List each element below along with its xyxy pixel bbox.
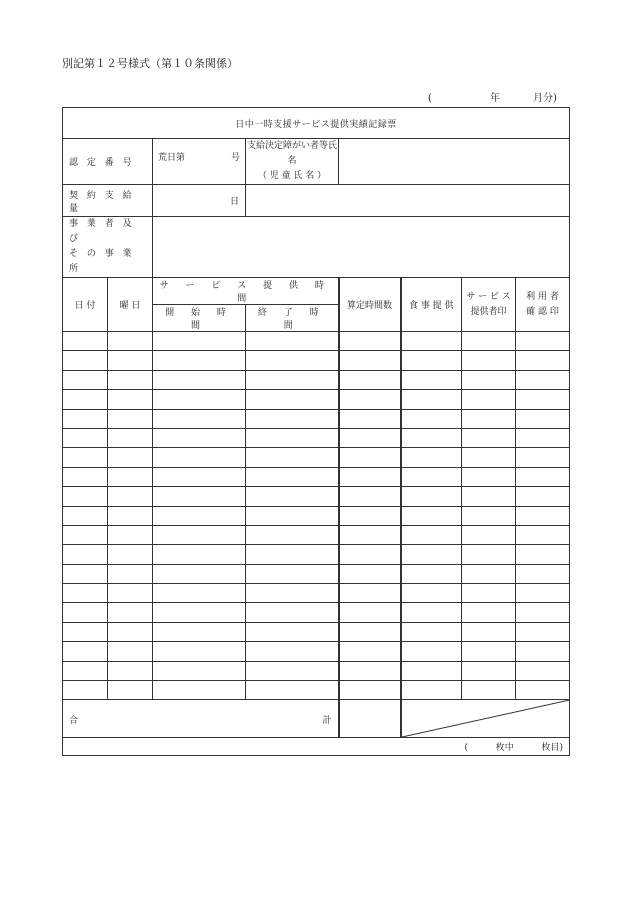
row-provider-seal-cell[interactable]	[462, 681, 516, 700]
row-provider-seal-cell[interactable]	[462, 332, 516, 351]
period-year: 年	[490, 93, 500, 104]
row-date-cell[interactable]	[63, 642, 108, 661]
row-end-time-cell[interactable]	[246, 467, 339, 486]
row-calc-hours-cell[interactable]	[339, 467, 401, 486]
row-end-time-cell[interactable]	[246, 642, 339, 661]
provider-seal-line1: サ ー ビ ス	[466, 291, 511, 302]
row-user-seal-cell[interactable]	[516, 525, 570, 544]
row-calc-hours-cell[interactable]	[339, 642, 401, 661]
row-date-cell[interactable]	[63, 448, 108, 467]
row-start-time-cell[interactable]	[153, 409, 246, 428]
contract-amount-unit: 日	[229, 197, 239, 207]
table-row	[63, 622, 570, 641]
col-provider-seal	[462, 278, 516, 332]
row-calc-hours-cell[interactable]	[339, 525, 401, 544]
row-start-time-cell[interactable]	[153, 467, 246, 486]
cert-number-label: 認 定 番 号	[63, 139, 153, 185]
row-calc-hours-cell[interactable]	[339, 390, 401, 409]
row-date-cell[interactable]	[63, 390, 108, 409]
row-weekday-cell[interactable]	[108, 487, 153, 506]
record-table	[62, 107, 570, 756]
total-calc-hours[interactable]	[339, 700, 401, 738]
row-end-time-cell[interactable]	[246, 428, 339, 447]
row-user-seal-cell[interactable]	[516, 448, 570, 467]
row-provider-seal-cell[interactable]	[462, 545, 516, 564]
row-meal-cell[interactable]	[401, 681, 462, 700]
contract-amount-field[interactable]	[153, 185, 246, 217]
row-date-cell[interactable]	[63, 545, 108, 564]
row-user-seal-cell[interactable]	[516, 467, 570, 486]
row-date-cell[interactable]	[63, 681, 108, 700]
row-end-time-cell[interactable]	[246, 681, 339, 700]
row-user-seal-cell[interactable]	[516, 487, 570, 506]
row-end-time-cell[interactable]	[246, 545, 339, 564]
row-meal-cell[interactable]	[401, 584, 462, 603]
contract-amount-extra	[246, 185, 570, 217]
row-meal-cell[interactable]	[401, 332, 462, 351]
row-weekday-cell[interactable]	[108, 564, 153, 583]
row-provider-seal-cell[interactable]	[462, 351, 516, 370]
table-row	[63, 370, 570, 389]
diagonal-line	[402, 700, 570, 737]
row-calc-hours-cell[interactable]	[339, 622, 401, 641]
table-row	[63, 681, 570, 700]
row-start-time-cell[interactable]	[153, 428, 246, 447]
table-row	[63, 661, 570, 680]
row-calc-hours-cell[interactable]	[339, 448, 401, 467]
row-user-seal-cell[interactable]	[516, 603, 570, 622]
recipient-label-line1: 支給決定障がい者等氏名	[246, 141, 337, 166]
row-user-seal-cell[interactable]	[516, 428, 570, 447]
row-provider-seal-cell[interactable]	[462, 409, 516, 428]
row-start-time-cell[interactable]	[153, 390, 246, 409]
row-weekday-cell[interactable]	[108, 467, 153, 486]
row-provider-seal-cell[interactable]	[462, 370, 516, 389]
recipient-name-label	[246, 139, 339, 185]
row-provider-seal-cell[interactable]	[462, 584, 516, 603]
row-meal-cell[interactable]	[401, 448, 462, 467]
row-weekday-cell[interactable]	[108, 370, 153, 389]
row-start-time-cell[interactable]	[153, 603, 246, 622]
row-date-cell[interactable]	[63, 409, 108, 428]
row-provider-seal-cell[interactable]	[462, 467, 516, 486]
row-user-seal-cell[interactable]	[516, 351, 570, 370]
row-date-cell[interactable]	[63, 603, 108, 622]
row-start-time-cell[interactable]	[153, 642, 246, 661]
row-end-time-cell[interactable]	[246, 622, 339, 641]
row-date-cell[interactable]	[63, 351, 108, 370]
provider-label	[63, 217, 153, 278]
row-weekday-cell[interactable]	[108, 409, 153, 428]
row-end-time-cell[interactable]	[246, 603, 339, 622]
table-row	[63, 409, 570, 428]
table-row	[63, 603, 570, 622]
row-weekday-cell[interactable]	[108, 622, 153, 641]
row-calc-hours-cell[interactable]	[339, 584, 401, 603]
row-date-cell[interactable]	[63, 428, 108, 447]
table-row	[63, 428, 570, 447]
cert-number-prefix: 荒日第	[158, 153, 186, 163]
col-start-time: 開 始 時 間	[153, 305, 246, 332]
provider-seal-line2: 提供者印	[470, 306, 507, 317]
row-calc-hours-cell[interactable]	[339, 506, 401, 525]
row-date-cell[interactable]	[63, 564, 108, 583]
page-of: 枚中	[495, 743, 514, 754]
row-weekday-cell[interactable]	[108, 448, 153, 467]
table-row	[63, 487, 570, 506]
row-provider-seal-cell[interactable]	[462, 622, 516, 641]
cert-number-suffix: 号	[230, 153, 240, 163]
row-user-seal-cell[interactable]	[516, 390, 570, 409]
row-meal-cell[interactable]	[401, 428, 462, 447]
row-end-time-cell[interactable]	[246, 351, 339, 370]
row-user-seal-cell[interactable]	[516, 564, 570, 583]
page-open: (	[464, 743, 468, 754]
row-weekday-cell[interactable]	[108, 545, 153, 564]
row-end-time-cell[interactable]	[246, 564, 339, 583]
row-start-time-cell[interactable]	[153, 622, 246, 641]
row-provider-seal-cell[interactable]	[462, 642, 516, 661]
row-end-time-cell[interactable]	[246, 525, 339, 544]
row-weekday-cell[interactable]	[108, 681, 153, 700]
row-date-cell[interactable]	[63, 467, 108, 486]
table-row	[63, 467, 570, 486]
col-calc-hours: 算定時間数	[339, 278, 401, 332]
row-meal-cell[interactable]	[401, 409, 462, 428]
page-num: 枚目)	[541, 743, 564, 754]
row-provider-seal-cell[interactable]	[462, 661, 516, 680]
table-row	[63, 525, 570, 544]
row-meal-cell[interactable]	[401, 506, 462, 525]
table-row	[63, 390, 570, 409]
col-user-seal	[516, 278, 570, 332]
row-user-seal-cell[interactable]	[516, 409, 570, 428]
row-weekday-cell[interactable]	[108, 390, 153, 409]
row-calc-hours-cell[interactable]	[339, 332, 401, 351]
row-calc-hours-cell[interactable]	[339, 681, 401, 700]
row-provider-seal-cell[interactable]	[462, 448, 516, 467]
row-calc-hours-cell[interactable]	[339, 545, 401, 564]
col-meal: 食 事 提 供	[401, 278, 462, 332]
col-service-time: サ ー ビ ス 提 供 時 間	[153, 278, 339, 305]
period-month: 月分)	[533, 93, 557, 104]
row-date-cell[interactable]	[63, 487, 108, 506]
row-start-time-cell[interactable]	[153, 448, 246, 467]
row-provider-seal-cell[interactable]	[462, 428, 516, 447]
total-diagonal-cell	[401, 700, 570, 738]
row-calc-hours-cell[interactable]	[339, 487, 401, 506]
table-row	[63, 351, 570, 370]
row-start-time-cell[interactable]	[153, 487, 246, 506]
row-start-time-cell[interactable]	[153, 681, 246, 700]
user-seal-line1: 利 用 者	[526, 291, 559, 302]
row-provider-seal-cell[interactable]	[462, 603, 516, 622]
row-start-time-cell[interactable]	[153, 584, 246, 603]
row-end-time-cell[interactable]	[246, 390, 339, 409]
total-label	[63, 700, 339, 738]
row-user-seal-cell[interactable]	[516, 545, 570, 564]
row-weekday-cell[interactable]	[108, 603, 153, 622]
row-weekday-cell[interactable]	[108, 584, 153, 603]
row-end-time-cell[interactable]	[246, 370, 339, 389]
row-start-time-cell[interactable]	[153, 351, 246, 370]
row-calc-hours-cell[interactable]	[339, 428, 401, 447]
row-start-time-cell[interactable]	[153, 525, 246, 544]
row-user-seal-cell[interactable]	[516, 584, 570, 603]
row-provider-seal-cell[interactable]	[462, 525, 516, 544]
row-user-seal-cell[interactable]	[516, 661, 570, 680]
row-meal-cell[interactable]	[401, 545, 462, 564]
period-open: (	[428, 93, 432, 104]
table-row	[63, 448, 570, 467]
row-end-time-cell[interactable]	[246, 332, 339, 351]
period-line	[428, 93, 568, 105]
row-meal-cell[interactable]	[401, 370, 462, 389]
row-provider-seal-cell[interactable]	[462, 390, 516, 409]
recipient-name-field[interactable]	[339, 139, 570, 185]
provider-field[interactable]	[153, 217, 570, 278]
col-end-time: 終 了 時 間	[246, 305, 339, 332]
row-end-time-cell[interactable]	[246, 506, 339, 525]
user-seal-line2: 確 認 印	[526, 306, 559, 317]
table-row	[63, 332, 570, 351]
contract-amount-label: 契 約 支 給 量	[63, 185, 153, 217]
row-meal-cell[interactable]	[401, 564, 462, 583]
row-end-time-cell[interactable]	[246, 661, 339, 680]
total-label-right: 計	[322, 716, 332, 727]
row-start-time-cell[interactable]	[153, 545, 246, 564]
row-weekday-cell[interactable]	[108, 506, 153, 525]
row-provider-seal-cell[interactable]	[462, 487, 516, 506]
row-start-time-cell[interactable]	[153, 661, 246, 680]
form-title: 日中一時支援サービス提供実績記録票	[63, 108, 570, 139]
row-calc-hours-cell[interactable]	[339, 564, 401, 583]
row-meal-cell[interactable]	[401, 351, 462, 370]
row-weekday-cell[interactable]	[108, 332, 153, 351]
row-user-seal-cell[interactable]	[516, 681, 570, 700]
row-weekday-cell[interactable]	[108, 525, 153, 544]
row-date-cell[interactable]	[63, 332, 108, 351]
table-row	[63, 564, 570, 583]
row-user-seal-cell[interactable]	[516, 370, 570, 389]
row-calc-hours-cell[interactable]	[339, 370, 401, 389]
cert-number-field[interactable]	[153, 139, 246, 185]
row-weekday-cell[interactable]	[108, 351, 153, 370]
table-row	[63, 506, 570, 525]
row-calc-hours-cell[interactable]	[339, 351, 401, 370]
provider-label-line1: 事 業 者 及 び	[69, 219, 135, 244]
row-meal-cell[interactable]	[401, 622, 462, 641]
total-label-left: 合	[69, 716, 79, 727]
row-start-time-cell[interactable]	[153, 506, 246, 525]
table-row	[63, 584, 570, 603]
row-provider-seal-cell[interactable]	[462, 506, 516, 525]
row-end-time-cell[interactable]	[246, 487, 339, 506]
row-end-time-cell[interactable]	[246, 448, 339, 467]
row-date-cell[interactable]	[63, 506, 108, 525]
provider-label-line2: そ の 事 業 所	[69, 249, 135, 274]
row-date-cell[interactable]	[63, 370, 108, 389]
table-row	[63, 642, 570, 661]
row-start-time-cell[interactable]	[153, 564, 246, 583]
row-user-seal-cell[interactable]	[516, 506, 570, 525]
row-meal-cell[interactable]	[401, 661, 462, 680]
row-date-cell[interactable]	[63, 622, 108, 641]
row-calc-hours-cell[interactable]	[339, 409, 401, 428]
row-weekday-cell[interactable]	[108, 428, 153, 447]
row-end-time-cell[interactable]	[246, 584, 339, 603]
col-date: 日 付	[63, 278, 108, 332]
form-number: 別記第１２号様式（第１０条関係）	[62, 57, 238, 70]
row-meal-cell[interactable]	[401, 525, 462, 544]
row-meal-cell[interactable]	[401, 390, 462, 409]
row-meal-cell[interactable]	[401, 467, 462, 486]
row-weekday-cell[interactable]	[108, 642, 153, 661]
row-meal-cell[interactable]	[401, 487, 462, 506]
table-row	[63, 545, 570, 564]
row-date-cell[interactable]	[63, 584, 108, 603]
row-provider-seal-cell[interactable]	[462, 564, 516, 583]
row-start-time-cell[interactable]	[153, 370, 246, 389]
row-calc-hours-cell[interactable]	[339, 603, 401, 622]
row-user-seal-cell[interactable]	[516, 332, 570, 351]
row-user-seal-cell[interactable]	[516, 622, 570, 641]
row-date-cell[interactable]	[63, 661, 108, 680]
row-user-seal-cell[interactable]	[516, 642, 570, 661]
row-meal-cell[interactable]	[401, 603, 462, 622]
row-start-time-cell[interactable]	[153, 332, 246, 351]
recipient-label-line2: （ 児 童 氏 名 ）	[257, 171, 327, 181]
row-meal-cell[interactable]	[401, 642, 462, 661]
page-count	[63, 738, 570, 756]
row-calc-hours-cell[interactable]	[339, 661, 401, 680]
row-weekday-cell[interactable]	[108, 661, 153, 680]
row-date-cell[interactable]	[63, 525, 108, 544]
row-end-time-cell[interactable]	[246, 409, 339, 428]
col-weekday: 曜 日	[108, 278, 153, 332]
